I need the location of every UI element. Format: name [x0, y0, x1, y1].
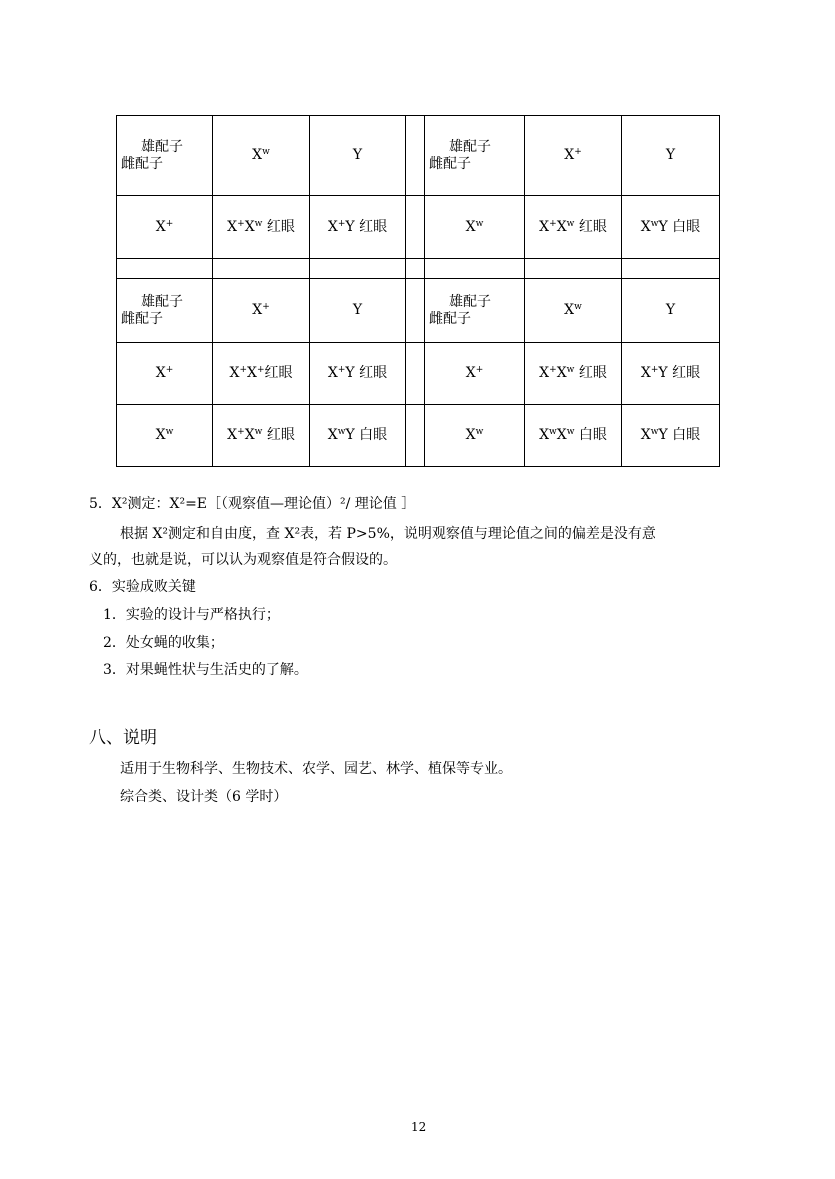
gamete-cross-table [116, 115, 720, 467]
offspring-cell: $X^+X^w$ 红眼 [525, 342, 622, 404]
superscript: w [574, 302, 582, 313]
superscript: w [566, 218, 575, 229]
empty-cell [425, 259, 525, 279]
table-row [117, 116, 720, 196]
paragraph-line: 根据 X²测定和自由度，查 X²表，若 P>5%，说明观察值与理论值之间的偏差是没有意 [120, 526, 656, 542]
male-gamete-label: 雄配子 [449, 138, 491, 155]
paragraph-line: 义的，也就是说，可以认为观察值是符合假设的。 [89, 552, 397, 568]
offspring-cell: $X^wY$ 白眼 [622, 196, 720, 259]
male-gamete-cell: Y [622, 279, 720, 342]
gamete-header-cell [425, 279, 525, 342]
offspring-cell: $X^wY$ 白眼 [310, 404, 406, 466]
superscript: w [262, 147, 270, 158]
offspring-cell: $X^+X^w$ 红眼 [525, 196, 622, 259]
superscript: w [475, 218, 484, 229]
empty-cell [622, 259, 720, 279]
male-gamete-label: 雄配子 [449, 293, 491, 310]
superscript: + [337, 218, 346, 229]
female-gamete-label: 雌配子 [121, 310, 163, 327]
superscript: + [256, 364, 265, 375]
offspring-cell: $X^+X^w$ 红眼 [213, 196, 310, 259]
superscript: + [549, 218, 557, 229]
offspring-cell: X+Y 红眼 [310, 196, 406, 259]
chi-square-formula: 5．X²测定：X²=E［（观察值—理论值）²/ 理论值 ］ [89, 496, 416, 512]
male-gamete-cell: X+ [213, 279, 310, 342]
male-gamete-cell: X+ [525, 116, 622, 196]
superscript: w [650, 218, 659, 229]
section-heading-8: 八、说明 [89, 728, 157, 748]
female-gamete-cell: $X^w$ [117, 404, 213, 466]
list-item: 3．对果蝇性状与生活史的了解。 [103, 662, 308, 678]
separator-cell [406, 342, 425, 404]
paragraph-line: 综合类、设计类（6 学时） [120, 789, 288, 805]
paragraph-line: 适用于生物科学、生物技术、农学、园艺、林学、植保等专业。 [120, 761, 512, 777]
separator-cell [406, 404, 425, 466]
superscript: w [566, 364, 575, 375]
gamete-header-cell [117, 116, 213, 196]
gamete-header-cell [117, 279, 213, 342]
offspring-cell: $X^wY$ 白眼 [622, 404, 720, 466]
section-title-6: 6．实验成败关键 [89, 579, 196, 595]
gamete-header-cell [425, 116, 525, 196]
empty-cell [406, 259, 425, 279]
separator-cell [406, 196, 425, 259]
female-gamete-cell: X+ [117, 342, 213, 404]
table-row [117, 279, 720, 342]
page-number: 12 [411, 1120, 427, 1134]
female-gamete-cell: X+ [425, 342, 525, 404]
empty-cell [310, 259, 406, 279]
empty-cell [525, 259, 622, 279]
list-item: 1．实验的设计与严格执行； [103, 607, 280, 623]
superscript: w [337, 426, 346, 437]
table-row [117, 196, 720, 259]
offspring-cell: $X^wX^w$ 白眼 [525, 404, 622, 466]
female-gamete-cell: $X^w$ [425, 196, 525, 259]
superscript: w [165, 426, 174, 437]
superscript: + [262, 302, 270, 313]
table-row [117, 404, 720, 466]
superscript: + [574, 147, 582, 158]
superscript: + [650, 364, 659, 375]
superscript: w [650, 426, 659, 437]
empty-cell [117, 259, 213, 279]
table-row [117, 342, 720, 404]
superscript: + [165, 364, 174, 375]
male-gamete-cell: $X^w$ [525, 279, 622, 342]
superscript: + [237, 218, 245, 229]
superscript: w [566, 426, 575, 437]
separator-cell [406, 279, 425, 342]
male-gamete-cell: $X^w$ [213, 116, 310, 196]
male-gamete-label: 雄配子 [141, 293, 183, 310]
superscript: + [239, 364, 247, 375]
superscript: w [549, 426, 557, 437]
female-gamete-label: 雌配子 [429, 155, 471, 172]
table-row [117, 259, 720, 279]
superscript: + [237, 426, 245, 437]
superscript: + [475, 364, 484, 375]
superscript: + [549, 364, 557, 375]
male-gamete-cell: Y [310, 279, 406, 342]
empty-cell [213, 259, 310, 279]
offspring-cell: X+Y 红眼 [622, 342, 720, 404]
female-gamete-cell: X+ [117, 196, 213, 259]
superscript: w [254, 218, 263, 229]
female-gamete-label: 雌配子 [429, 310, 471, 327]
male-gamete-cell: Y [310, 116, 406, 196]
superscript: + [165, 218, 174, 229]
superscript: w [254, 426, 263, 437]
male-gamete-label: 雄配子 [141, 138, 183, 155]
offspring-cell: X+X+红眼 [213, 342, 310, 404]
superscript: + [337, 364, 346, 375]
offspring-cell: X+Y 红眼 [310, 342, 406, 404]
female-gamete-cell: $X^w$ [425, 404, 525, 466]
male-gamete-cell: Y [622, 116, 720, 196]
female-gamete-label: 雌配子 [121, 155, 163, 172]
separator-cell [406, 116, 425, 196]
offspring-cell: $X^+X^w$ 红眼 [213, 404, 310, 466]
list-item: 2．处女蝇的收集； [103, 635, 224, 651]
superscript: w [475, 426, 484, 437]
